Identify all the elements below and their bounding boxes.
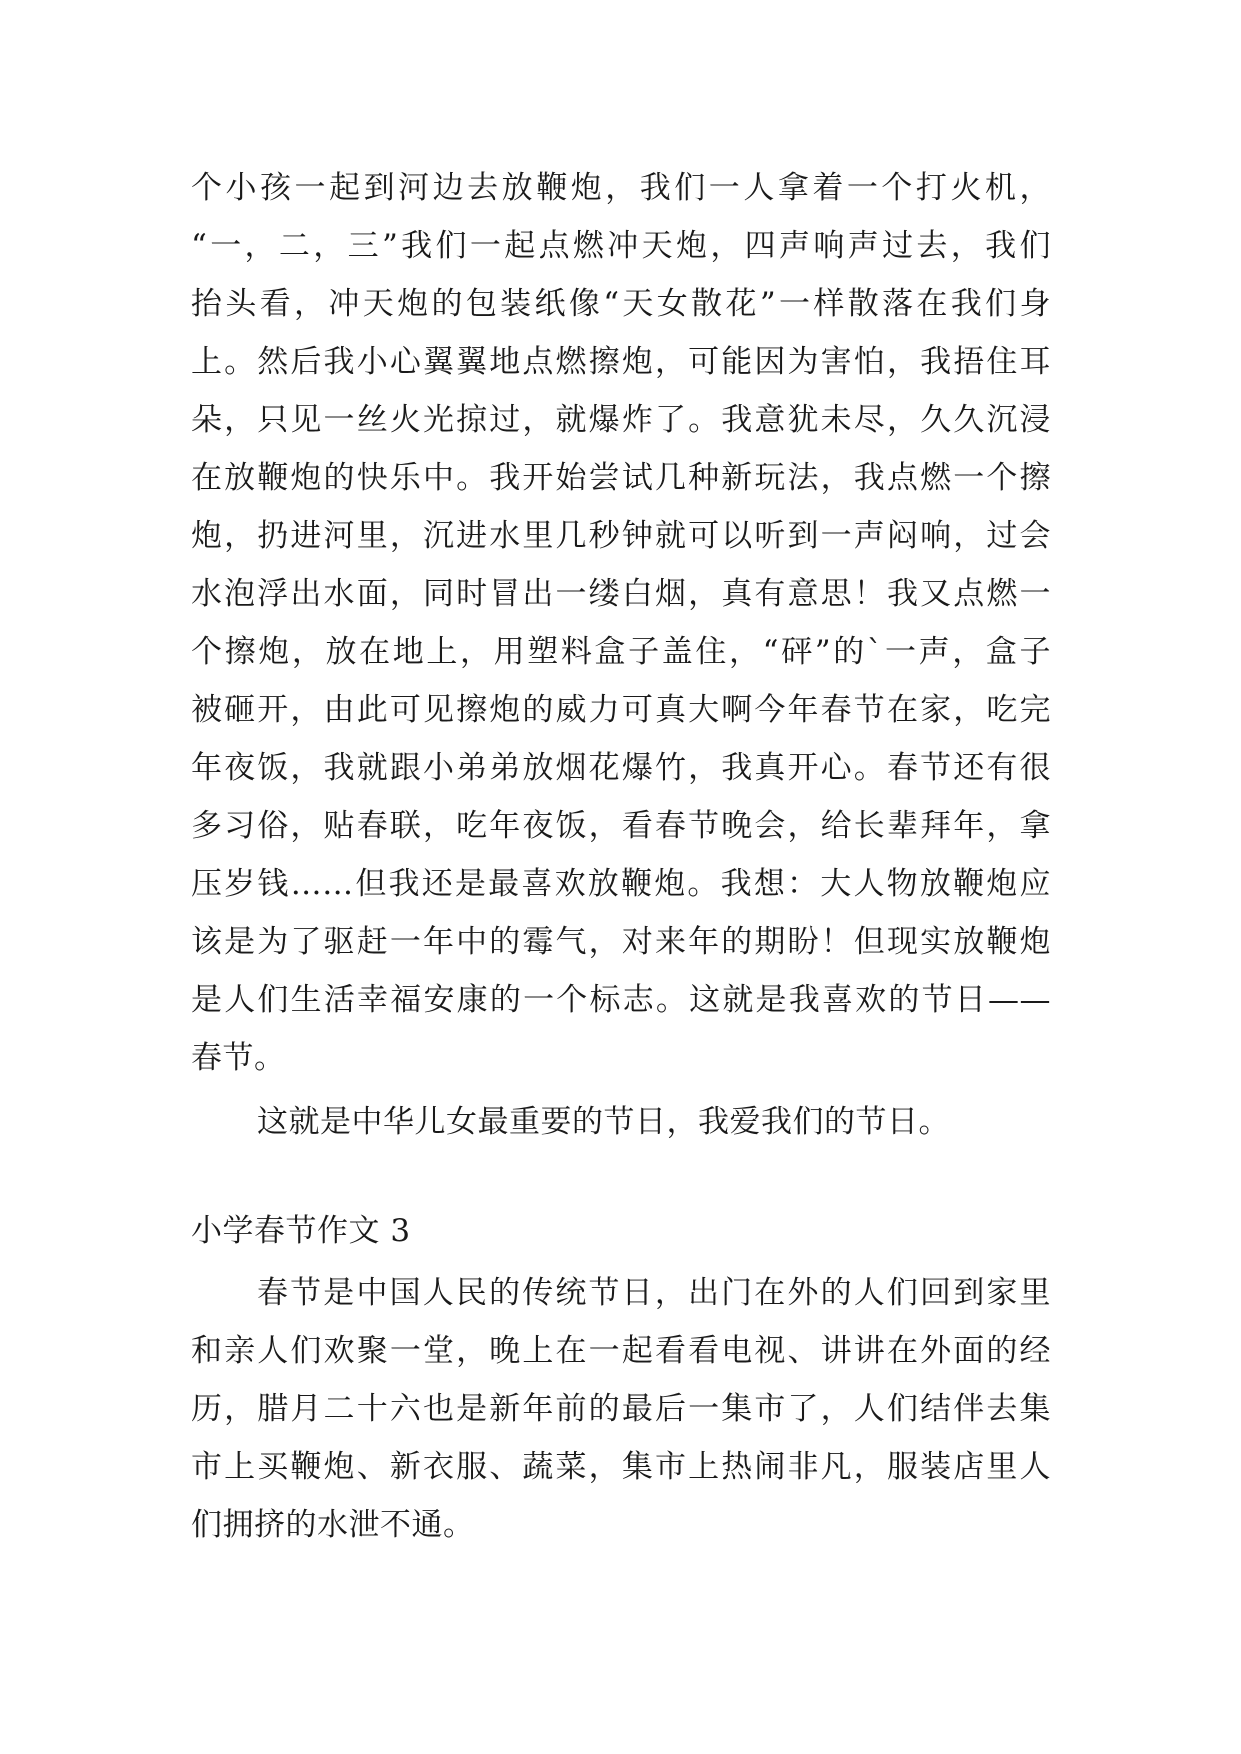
paragraph-line: 水泡浮出水面，同时冒出一缕白烟，真有意思！我又点燃一: [191, 576, 1051, 612]
paragraph-line: 压岁钱……但我还是最喜欢放鞭炮。我想：大人物放鞭炮应: [191, 866, 1051, 902]
paragraph-line-last: 春节。: [191, 1040, 286, 1076]
paragraph-line: 个擦炮，放在地上，用塑料盒子盖住，“砰”的`一声，盒子: [191, 634, 1051, 670]
paragraph-line: 是人们生活幸福安康的一个标志。这就是我喜欢的节日——: [191, 982, 1051, 1018]
paragraph-line: 朵，只见一丝火光掠过，就爆炸了。我意犹未尽，久久沉浸: [191, 402, 1051, 438]
section-paragraph-line: 和亲人们欢聚一堂，晚上在一起看看电视、讲讲在外面的经: [191, 1333, 1051, 1369]
section-paragraph-line-last: 们拥挤的水泄不通。: [191, 1507, 475, 1543]
paragraph-line: 抬头看，冲天炮的包装纸像“天女散花”一样散落在我们身: [191, 286, 1051, 322]
paragraph-line: 在放鞭炮的快乐中。我开始尝试几种新玩法，我点燃一个擦: [191, 460, 1051, 496]
section-paragraph-line: 春节是中国人民的传统节日，出门在外的人们回到家里: [257, 1275, 1051, 1311]
section-paragraph-line: 市上买鞭炮、新衣服、蔬菜，集市上热闹非凡，服装店里人: [191, 1449, 1051, 1485]
section-paragraph-line: 历，腊月二十六也是新年前的最后一集市了，人们结伴去集: [191, 1391, 1051, 1427]
closing-paragraph: 这就是中华儿女最重要的节日，我爱我们的节日。: [257, 1104, 950, 1140]
section-heading: 小学春节作文 3: [191, 1213, 411, 1249]
paragraph-line: 被砸开，由此可见擦炮的威力可真大啊今年春节在家，吃完: [191, 692, 1051, 728]
paragraph-line: 个小孩一起到河边去放鞭炮，我们一人拿着一个打火机，: [191, 170, 1051, 206]
paragraph-line: 上。然后我小心翼翼地点燃擦炮，可能因为害怕，我捂住耳: [191, 344, 1051, 380]
paragraph-line: 该是为了驱赶一年中的霉气，对来年的期盼！但现实放鞭炮: [191, 924, 1051, 960]
paragraph-line: “一，二，三”我们一起点燃冲天炮，四声响声过去，我们: [191, 228, 1051, 264]
paragraph-line: 多习俗，贴春联，吃年夜饭，看春节晚会，给长辈拜年，拿: [191, 808, 1051, 844]
paragraph-line: 年夜饭，我就跟小弟弟放烟花爆竹，我真开心。春节还有很: [191, 750, 1051, 786]
paragraph-line: 炮，扔进河里，沉进水里几秒钟就可以听到一声闷响，过会: [191, 518, 1051, 554]
